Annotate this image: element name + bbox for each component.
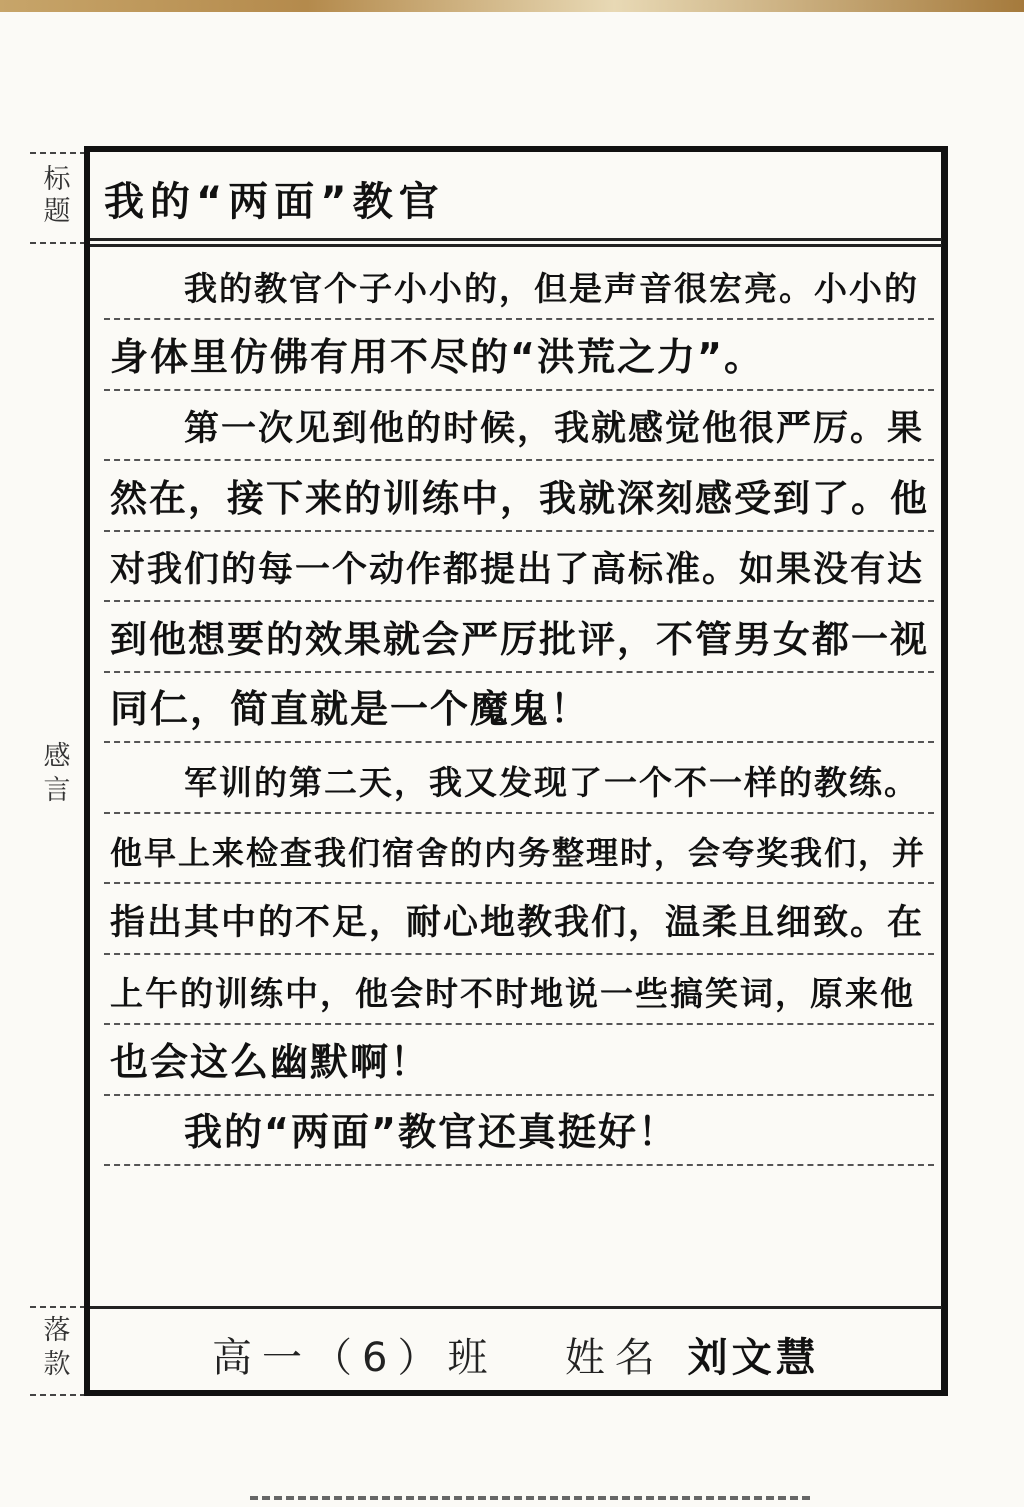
essay-line — [104, 673, 934, 743]
essay-line-text: 第一次见到他的时候，我就感觉他很严厉。果 — [184, 409, 925, 449]
essay-line-text: 身体里仿佛有用不尽的“洪荒之力”。 — [110, 334, 764, 379]
essay-line — [104, 532, 934, 602]
essay-line-text: 指出其中的不足，耐心地教我们，温柔且细致。在 — [110, 902, 925, 943]
title-double-rule — [90, 238, 942, 247]
essay-line-text: 他早上来检查我们宿舍的内务整理时，会夸奖我们，并 — [110, 834, 927, 872]
essay-line — [104, 744, 934, 814]
sign-label-text: 落款 — [43, 1315, 71, 1380]
essay-line — [104, 462, 934, 532]
essay-line-text: 上午的训练中，他会时不时地说一些搞笑词，原来他 — [110, 974, 915, 1013]
body-label-text: 感言 — [43, 741, 71, 806]
essay-line-text: 军训的第二天，我又发现了一个不一样的教练。 — [184, 762, 919, 802]
essay-line-text: 也会这么幽默啊！ — [110, 1039, 431, 1084]
essay-line — [104, 1096, 934, 1166]
essay-line — [104, 885, 934, 955]
essay-line-text: 对我们的每一个动作都提出了高标准。如果没有达 — [110, 550, 925, 590]
essay-line — [104, 1026, 934, 1096]
sign-label — [40, 1314, 74, 1382]
photo-edge-strip — [0, 0, 1024, 12]
essay-line-text: 然在，接下来的训练中，我就深刻感受到了。他 — [110, 476, 929, 520]
label-divider — [30, 1306, 86, 1308]
title-label — [40, 164, 74, 228]
title-row — [90, 152, 942, 238]
student-name: 刘文慧 — [687, 1335, 820, 1381]
body-label — [40, 740, 74, 808]
essay-line — [104, 250, 934, 320]
label-divider — [30, 1394, 86, 1396]
name-label: 姓名 — [564, 1335, 665, 1381]
essay-line — [104, 321, 934, 391]
title-label-text: 标题 — [43, 164, 71, 227]
signature-row — [90, 1318, 942, 1388]
essay-line-text: 我的教官个子小小的，但是声音很宏亮。小小的 — [184, 269, 919, 308]
essay-title: 我的“两面”教官 — [104, 179, 445, 225]
essay-line-text: 同仁，简直就是一个魔鬼！ — [110, 687, 591, 731]
essay-line — [104, 814, 934, 884]
essay-line-text: 到他想要的效果就会严厉批评，不管男女都一视 — [110, 617, 929, 661]
essay-line — [104, 391, 934, 461]
class-name: 高一（6）班 — [212, 1335, 498, 1381]
label-divider — [30, 242, 86, 244]
label-divider — [30, 152, 86, 154]
essay-line — [104, 955, 934, 1025]
page-bottom-edge — [250, 1496, 810, 1504]
essay-line-text: 我的“两面”教官还真挺好！ — [184, 1110, 678, 1154]
signature — [212, 1326, 820, 1383]
sign-rule — [90, 1306, 942, 1312]
essay-line — [104, 603, 934, 673]
